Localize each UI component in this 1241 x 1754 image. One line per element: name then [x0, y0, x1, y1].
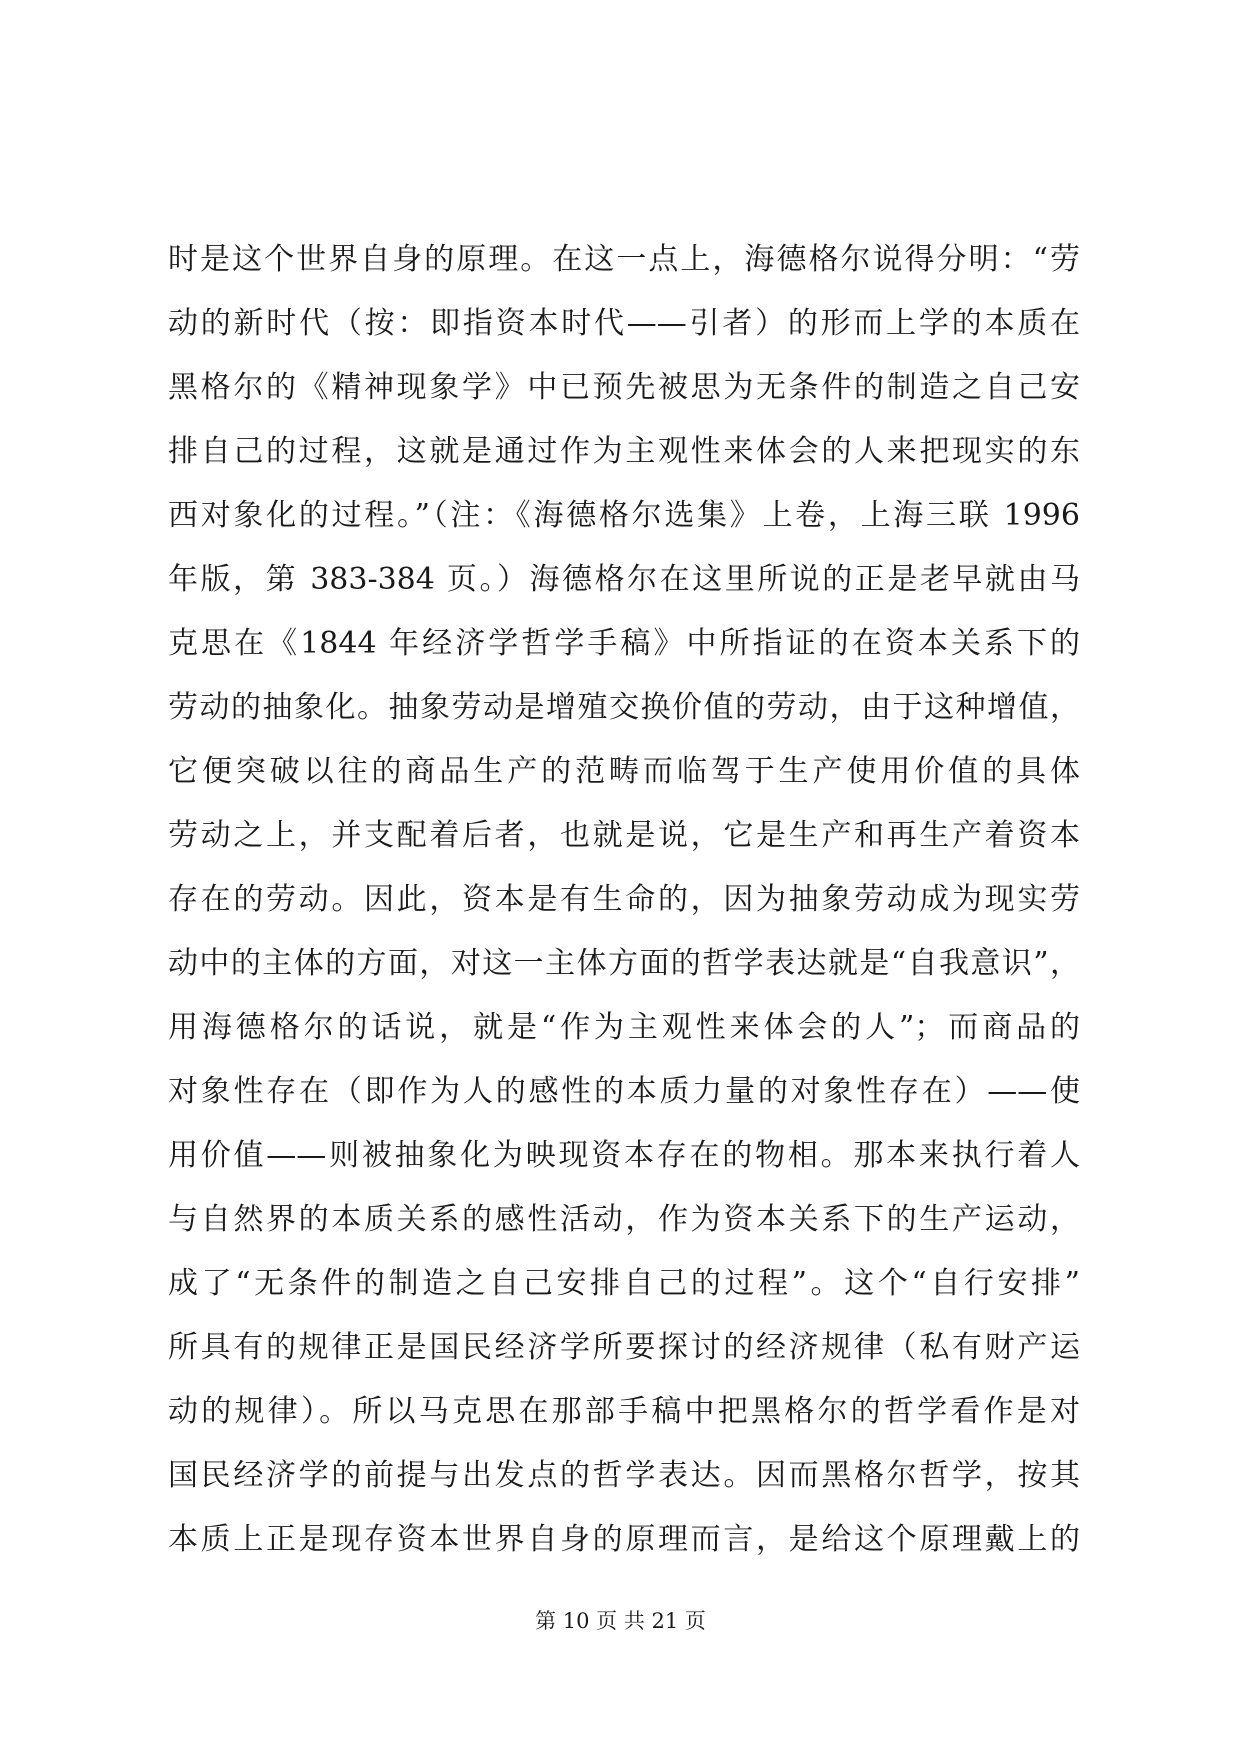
text-line: 对象性存在（即作为人的感性的本质力量的对象性存在）——使 [168, 1074, 1080, 1109]
text-line: 成了“无条件的制造之自己安排自己的过程”。这个“自行安排” [168, 1266, 1080, 1301]
text-line: 时是这个世界自身的原理。在这一点上，海德格尔说得分明：“劳 [168, 242, 1080, 277]
text-line: 动的规律）。所以马克思在那部手稿中把黑格尔的哲学看作是对 [168, 1394, 1080, 1429]
body-paragraph [168, 228, 1080, 1572]
text-line: 克思在《1844 年经济学哲学手稿》中所指证的在资本关系下的 [168, 626, 1080, 661]
text-line: 所具有的规律正是国民经济学所要探讨的经济规律（私有财产运 [168, 1330, 1080, 1365]
text-line: 西对象化的过程。”（注：《海德格尔选集》上卷，上海三联 1996 [168, 498, 1080, 533]
text-line: 本质上正是现存资本世界自身的原理而言，是给这个原理戴上的 [168, 1522, 1080, 1557]
page-total: 共 21 页 [623, 1609, 706, 1633]
page-number: 第 10 页 [535, 1609, 618, 1633]
text-line: 劳动的抽象化。抽象劳动是增殖交换价值的劳动，由于这种增值， [168, 690, 1080, 725]
text-line: 国民经济学的前提与出发点的哲学表达。因而黑格尔哲学，按其 [168, 1458, 1080, 1493]
text-line: 动中的主体的方面，对这一主体方面的哲学表达就是“自我意识”， [168, 946, 1080, 981]
text-line: 动的新时代（按：即指资本时代——引者）的形而上学的本质在 [168, 306, 1080, 341]
text-line: 它便突破以往的商品生产的范畴而临驾于生产使用价值的具体 [168, 754, 1080, 789]
text-line: 黑格尔的《精神现象学》中已预先被思为无条件的制造之自己安 [168, 370, 1080, 405]
text-line: 年版，第 383-384 页。）海德格尔在这里所说的正是老早就由马 [168, 562, 1080, 597]
text-line: 用价值——则被抽象化为映现资本存在的物相。那本来执行着人 [168, 1138, 1080, 1173]
text-line: 用海德格尔的话说，就是“作为主观性来体会的人”；而商品的 [168, 1010, 1080, 1045]
text-line: 排自己的过程，这就是通过作为主观性来体会的人来把现实的东 [168, 434, 1080, 469]
text-line: 存在的劳动。因此，资本是有生命的，因为抽象劳动成为现实劳 [168, 882, 1080, 917]
text-line: 劳动之上，并支配着后者，也就是说，它是生产和再生产着资本 [168, 818, 1080, 853]
text-line: 与自然界的本质关系的感性活动，作为资本关系下的生产运动， [168, 1202, 1080, 1237]
page-footer [0, 1606, 1241, 1636]
footer-spacer [617, 1609, 624, 1633]
